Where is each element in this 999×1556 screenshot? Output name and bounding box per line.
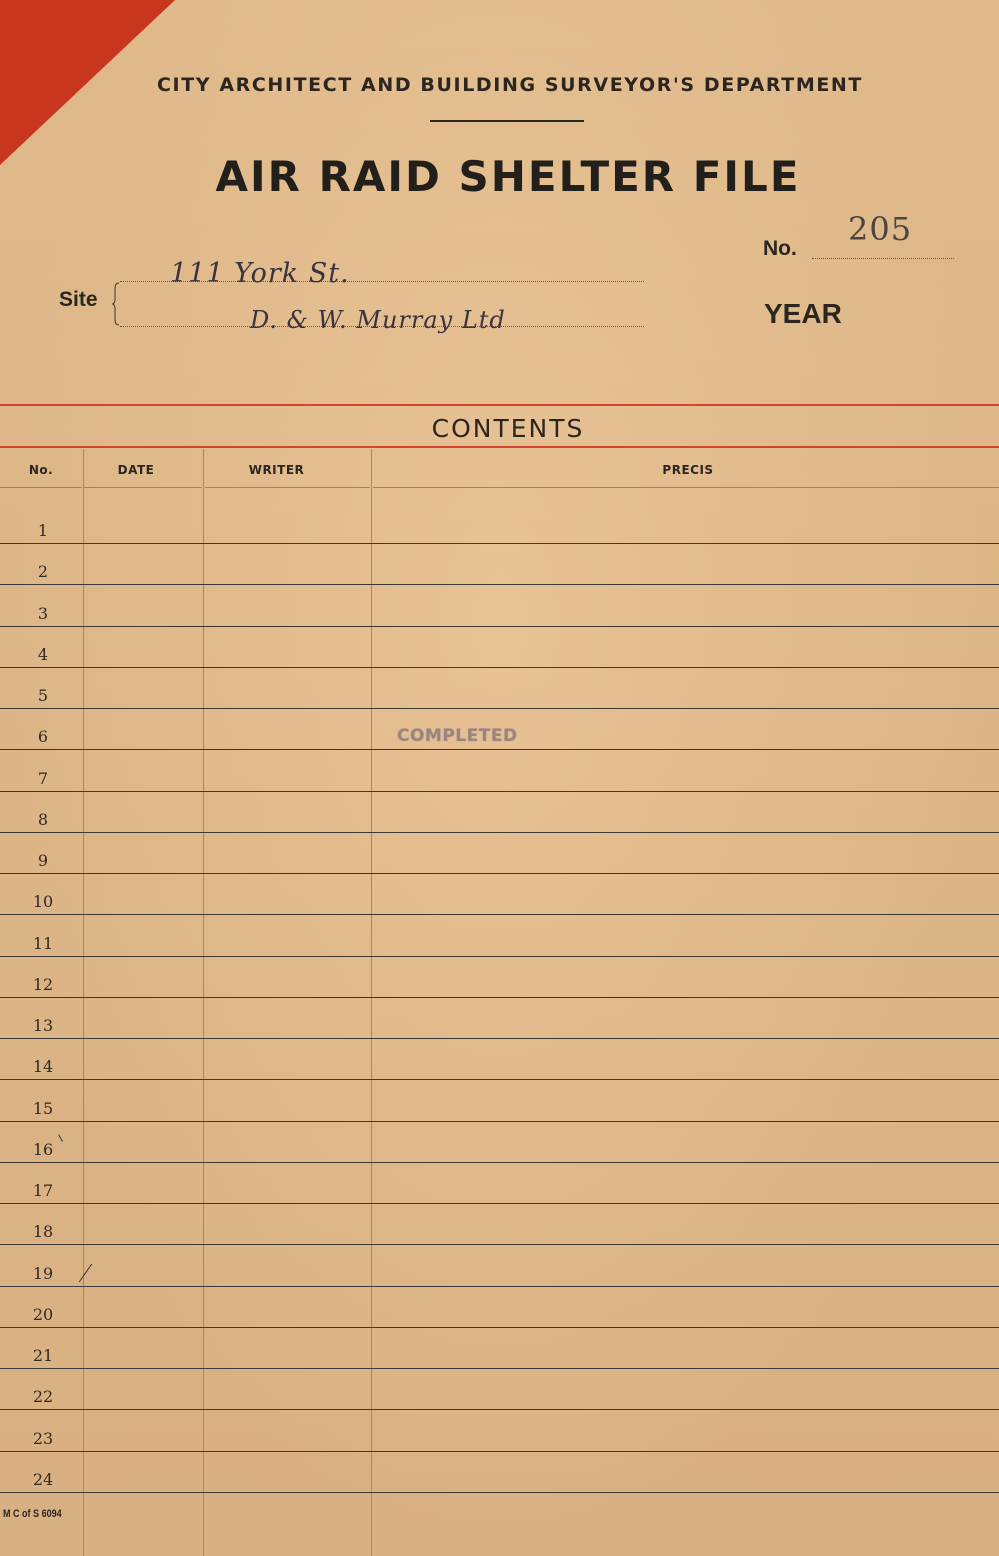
table-row [0, 1203, 999, 1204]
row-number: 7 [37, 769, 49, 788]
table-row [0, 1286, 999, 1287]
column-header-underline-date [84, 487, 202, 488]
file-number-value: 205 [848, 210, 913, 248]
table-row [0, 626, 999, 627]
row-number: 24 [32, 1470, 54, 1489]
table-row [0, 832, 999, 833]
table-row [0, 708, 999, 709]
column-header-underline-precis [373, 487, 999, 488]
table-row [0, 584, 999, 585]
table-row [0, 997, 999, 998]
column-header-precis: PRECIS [662, 463, 714, 477]
table-row [0, 791, 999, 792]
column-divider-precis [371, 449, 372, 1556]
column-divider-writer [203, 449, 204, 1556]
table-row [0, 1451, 999, 1452]
table-row [0, 1368, 999, 1369]
table-row [0, 1409, 999, 1410]
table-row [0, 914, 999, 915]
row-number: 8 [37, 810, 49, 829]
row-number: 12 [32, 975, 54, 994]
table-row [0, 1492, 999, 1493]
row-number: 9 [37, 851, 49, 870]
table-row [0, 749, 999, 750]
row-number: 19 [32, 1264, 54, 1283]
table-row [0, 1244, 999, 1245]
row-number: 17 [32, 1181, 54, 1200]
row-number: 2 [37, 562, 49, 581]
table-row [0, 1079, 999, 1080]
department-heading: CITY ARCHITECT AND BUILDING SURVEYOR'S DEPARTMENT [156, 74, 863, 96]
table-row [0, 1327, 999, 1328]
row-number: 1 [37, 521, 49, 540]
row-number: 20 [32, 1305, 54, 1324]
heading-rule [430, 120, 584, 122]
table-row [0, 543, 999, 544]
row-number: 21 [32, 1346, 54, 1365]
completed-stamp: COMPLETED [397, 726, 518, 746]
column-divider-date [83, 449, 84, 1556]
row-number: 16 [32, 1140, 54, 1159]
site-handwriting-line-2: D. & W. Murray Ltd [250, 306, 506, 334]
row-number: 22 [32, 1387, 54, 1406]
column-header-writer: WRITER [248, 463, 305, 477]
year-label: YEAR [764, 298, 842, 329]
contents-header-rule [0, 446, 999, 448]
site-label: Site [59, 288, 98, 311]
column-header-underline-writer [205, 487, 370, 488]
column-header-date: DATE [117, 463, 155, 477]
site-handwriting-line-1: 111 York St. [170, 258, 350, 289]
site-brace [112, 282, 120, 326]
table-row [0, 873, 999, 874]
contents-top-rule [0, 404, 999, 406]
row-number: 6 [37, 727, 49, 746]
row-number: 11 [32, 934, 54, 953]
table-row [0, 1038, 999, 1039]
file-number-line [812, 258, 954, 259]
table-row [0, 1121, 999, 1122]
table-row [0, 667, 999, 668]
file-number-label: No. [763, 237, 797, 260]
file-title: AIR RAID SHELTER FILE [215, 152, 801, 201]
row-number: 14 [32, 1057, 54, 1076]
table-row [0, 956, 999, 957]
column-header-underline-no [0, 487, 82, 488]
table-row [0, 1162, 999, 1163]
row-number: 3 [37, 604, 49, 623]
form-code: M C of S 6094 [3, 1508, 62, 1520]
row-number: 18 [32, 1222, 54, 1241]
row-number: 5 [37, 686, 49, 705]
row-number: 13 [32, 1016, 54, 1035]
row-number: 10 [32, 892, 54, 911]
pencil-tick-mark [79, 1264, 92, 1283]
contents-title: CONTENTS [431, 414, 585, 443]
row-number: 23 [32, 1429, 54, 1448]
row-number: 15 [32, 1099, 54, 1118]
row-number: 4 [37, 645, 49, 664]
column-header-no: No. [28, 463, 54, 477]
